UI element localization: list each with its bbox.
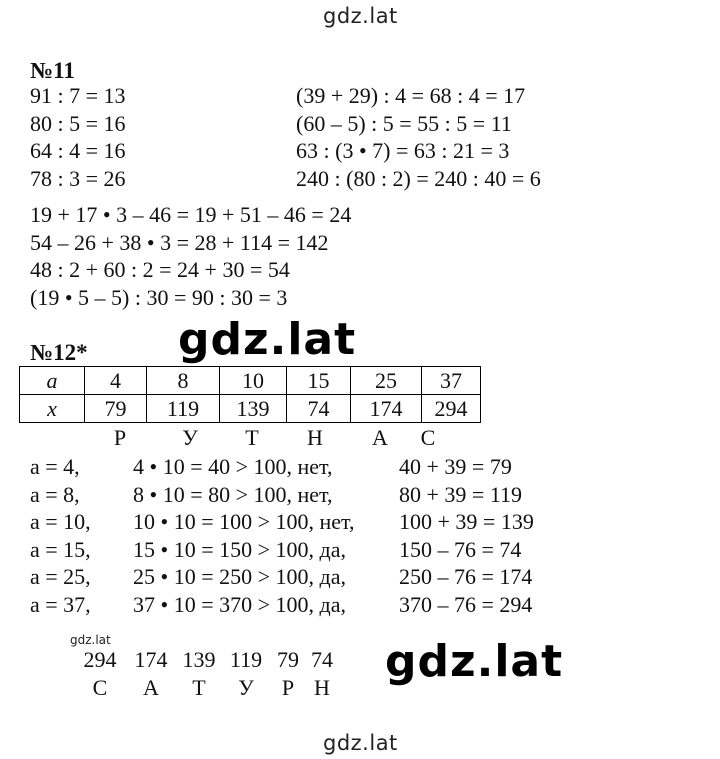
table-cell: 4 bbox=[85, 367, 147, 395]
calc-result: 40 + 39 = 79 bbox=[399, 454, 512, 479]
expression-line: 19 + 17 • 3 – 46 = 19 + 51 – 46 = 24 bbox=[30, 202, 352, 227]
answer-letter: А bbox=[143, 675, 159, 700]
task11-title: №11 bbox=[30, 58, 75, 83]
task11-right-column bbox=[296, 82, 541, 192]
table-cell: 294 bbox=[422, 395, 481, 423]
task11-right-line: (60 – 5) : 5 = 55 : 5 = 11 bbox=[296, 110, 512, 136]
table-cell: 10 bbox=[220, 367, 287, 395]
calc-result: 80 + 39 = 119 bbox=[399, 481, 522, 507]
table-cell: 139 bbox=[220, 395, 287, 423]
calc-a: a = 25, bbox=[30, 564, 91, 589]
calc-check: 25 • 10 = 250 > 100, да, bbox=[133, 564, 346, 589]
calc-result: 370 – 76 = 294 bbox=[399, 591, 533, 617]
calc-result: 150 – 76 = 74 bbox=[399, 536, 522, 562]
task11-left-line: 80 : 5 = 16 bbox=[30, 110, 126, 136]
task11-left-line: 91 : 7 = 13 bbox=[30, 83, 126, 108]
table-row-x bbox=[20, 395, 481, 423]
calc-check: 37 • 10 = 370 > 100, да, bbox=[133, 591, 346, 617]
calc-a: a = 10, bbox=[30, 509, 91, 534]
task11-expressions bbox=[30, 201, 351, 311]
calc-result: 250 – 76 = 174 bbox=[399, 564, 533, 589]
table-cell: 15 bbox=[287, 367, 351, 395]
task11-right-line: 240 : (80 : 2) = 240 : 40 = 6 bbox=[296, 165, 541, 191]
table-cell: 79 bbox=[85, 395, 147, 423]
answer-number: 119 bbox=[229, 647, 263, 672]
calc-check: 8 • 10 = 80 > 100, нет, bbox=[133, 481, 333, 507]
watermark-middle: gdz.lat bbox=[178, 314, 357, 365]
watermark-top: gdz.lat bbox=[323, 4, 398, 28]
answer-letters-row bbox=[0, 675, 720, 703]
values-table bbox=[19, 366, 481, 423]
calc-a-column bbox=[30, 453, 91, 618]
watermark-right: gdz.lat bbox=[385, 636, 564, 687]
table-cell: 119 bbox=[147, 395, 220, 423]
calc-a: a = 8, bbox=[30, 481, 80, 507]
table-cell: 8 bbox=[147, 367, 220, 395]
calc-a: a = 4, bbox=[30, 454, 80, 479]
answer-number: 174 bbox=[134, 647, 168, 672]
table-row-a bbox=[20, 367, 481, 395]
table-letter: У bbox=[182, 425, 198, 450]
task11-left-line: 78 : 3 = 26 bbox=[30, 165, 126, 191]
answer-letter: У bbox=[238, 675, 254, 700]
calc-a: a = 15, bbox=[30, 536, 91, 562]
expression-line: 48 : 2 + 60 : 2 = 24 + 30 = 54 bbox=[30, 257, 290, 282]
watermark-bottom: gdz.lat bbox=[323, 731, 398, 755]
task11-left-column bbox=[30, 82, 126, 192]
calc-check: 4 • 10 = 40 > 100, нет, bbox=[133, 454, 333, 479]
answer-letter: Т bbox=[192, 675, 206, 700]
table-letter: Н bbox=[307, 425, 323, 450]
answer-letter: С bbox=[92, 675, 108, 700]
watermark-small: gdz.lat bbox=[70, 633, 111, 647]
calc-result: 100 + 39 = 139 bbox=[399, 509, 534, 534]
table-letters-row bbox=[0, 425, 720, 453]
table-cell: 37 bbox=[422, 367, 481, 395]
expression-line: 54 – 26 + 38 • 3 = 28 + 114 = 142 bbox=[30, 229, 329, 255]
answer-letter: Н bbox=[314, 675, 330, 700]
task12-title: №12* bbox=[30, 340, 88, 365]
table-header-x: x bbox=[20, 395, 85, 423]
task11-right-line: (39 + 29) : 4 = 68 : 4 = 17 bbox=[296, 83, 526, 108]
answer-numbers-row bbox=[0, 647, 720, 675]
task11-right-line: 63 : (3 • 7) = 63 : 21 = 3 bbox=[296, 138, 510, 163]
answer-number: 294 bbox=[83, 647, 117, 672]
calc-check: 15 • 10 = 150 > 100, да, bbox=[133, 536, 346, 562]
calc-a: a = 37, bbox=[30, 591, 91, 617]
table-cell: 174 bbox=[351, 395, 422, 423]
table-letter: Р bbox=[113, 425, 127, 450]
answer-number: 79 bbox=[277, 647, 299, 672]
expression-line: (19 • 5 – 5) : 30 = 90 : 30 = 3 bbox=[30, 284, 288, 310]
answer-number: 74 bbox=[311, 647, 333, 672]
calc-check: 10 • 10 = 100 > 100, нет, bbox=[133, 509, 355, 534]
calc-check-column bbox=[133, 453, 355, 618]
task11-left-line: 64 : 4 = 16 bbox=[30, 138, 126, 163]
answer-number: 139 bbox=[182, 647, 216, 672]
calc-result-column bbox=[399, 453, 534, 618]
table-letter: С bbox=[420, 425, 436, 450]
answer-letter: Р bbox=[281, 675, 295, 700]
table-letter: А bbox=[372, 425, 388, 450]
table-letter: Т bbox=[245, 425, 259, 450]
table-cell: 74 bbox=[287, 395, 351, 423]
table-cell: 25 bbox=[351, 367, 422, 395]
table-header-a: a bbox=[20, 367, 85, 395]
